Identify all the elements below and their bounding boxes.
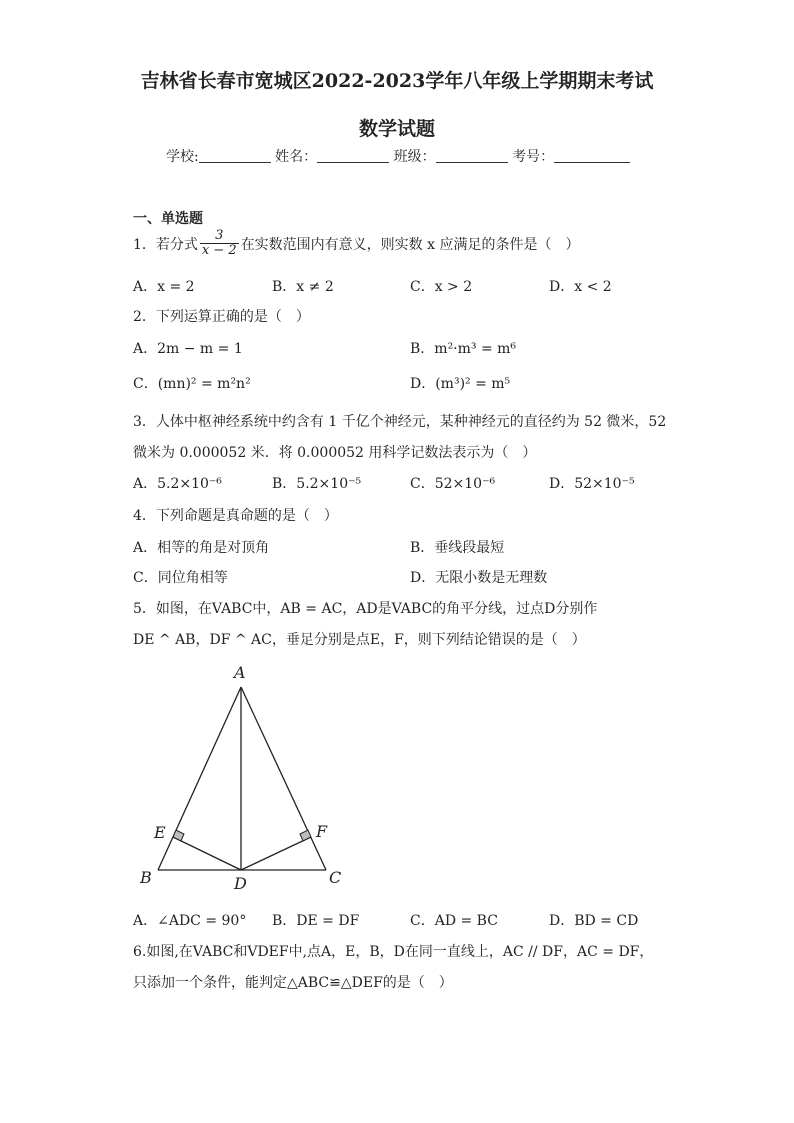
exam-subtitle: 数学试题 [358,118,435,140]
segment-df [241,837,311,870]
question-3-stem-line2: 微米为 0.000052 米．将 0.000052 用科学记数法表示为（ ） [133,445,537,461]
q1-option-c[interactable]: C．x > 2 [410,279,473,295]
label-d: D [234,874,247,893]
question-6-stem-line2: 只添加一个条件，能判定△ABC≌△DEF的是（ ） [133,975,453,991]
q2-option-a[interactable]: A．2m − m = 1 [133,341,243,357]
label-e: E [154,823,166,842]
q2-option-c[interactable]: C．(mn)² = m²n² [133,376,251,392]
side-ab [158,687,241,870]
label-a: A [234,663,246,682]
student-info-line [166,146,630,166]
right-angle-marker-f [300,830,311,841]
question-5-stem-line2: DE ^ AB，DF ^ AC，垂足分别是点E，F，则下列结论错误的是（ ） [133,632,586,648]
label-c: C [329,868,342,887]
segment-de [173,837,241,870]
school-blank[interactable] [199,148,271,163]
q4-option-b[interactable]: B．垂线段最短 [410,540,505,556]
exam-title: 吉林省长春市宽城区2022-2023学年八年级上学期期末考试 [140,70,654,92]
q3-option-a[interactable]: A．5.2×10⁻⁶ [133,476,222,492]
name-blank[interactable] [317,148,389,163]
q3-option-c[interactable]: C．52×10⁻⁶ [410,476,496,492]
question-4-stem: 4．下列命题是真命题的是（ ） [133,508,338,524]
question-6-stem-line1: 6.如图,在VABC和VDEF中,点A，E，B，D在同一直线上，AC // DF，AC = DF， [133,944,654,960]
q1-option-b[interactable]: B．x ≠ 2 [272,279,334,295]
class-label: 班级： [393,149,436,165]
side-ac [241,687,326,870]
q3-option-b[interactable]: B．5.2×10⁻⁵ [272,476,362,492]
q2-option-d[interactable]: D．(m³)² = m⁵ [410,376,511,392]
q5-option-c[interactable]: C．AD = BC [410,913,498,929]
q5-option-d[interactable]: D．BD = CD [549,913,639,929]
q5-option-a[interactable]: A．∠ADC = 90° [133,913,247,929]
school-label: 学校: [166,149,199,165]
question-1-stem [133,229,579,258]
label-f: F [316,822,328,841]
q5-option-b[interactable]: B．DE = DF [272,913,360,929]
q4-option-d[interactable]: D．无限小数是无理数 [410,570,548,586]
q4-option-a[interactable]: A．相等的角是对顶角 [133,540,270,556]
question-2-stem: 2．下列运算正确的是（ ） [133,309,310,325]
q1-option-a[interactable]: A．x = 2 [133,279,195,295]
q3-option-d[interactable]: D．52×10⁻⁵ [549,476,635,492]
q1-frac-den: x − 2 [201,243,237,258]
right-angle-marker-e [173,830,184,841]
q1-suffix: 在实数范围内有意义，则实数 x 应满足的条件是（ ） [240,236,580,253]
q1-prefix: 1．若分式 [133,236,198,253]
q1-frac-num: 3 [215,228,224,243]
question-3-stem-line1: 3．人体中枢神经系统中约含有 1 千亿个神经元，某种神经元的直径约为 52 微米，52 [133,414,667,430]
q4-option-c[interactable]: C．同位角相等 [133,570,228,586]
q1-fraction [200,229,239,258]
exam-no-blank[interactable] [554,148,630,163]
question-5-stem-line1: 5．如图，在VABC中，AB = AC，AD是VABC的角平分线，过点D分别作 [133,601,598,617]
exam-no-label: 考号： [512,149,555,165]
section-title: 一、单选题 [133,211,203,227]
label-b: B [140,868,152,887]
name-label: 姓名： [275,149,318,165]
q1-option-d[interactable]: D．x < 2 [549,279,612,295]
class-blank[interactable] [436,148,508,163]
q2-option-b[interactable]: B．m²·m³ = m⁶ [410,341,517,357]
q5-triangle-figure [130,655,360,900]
